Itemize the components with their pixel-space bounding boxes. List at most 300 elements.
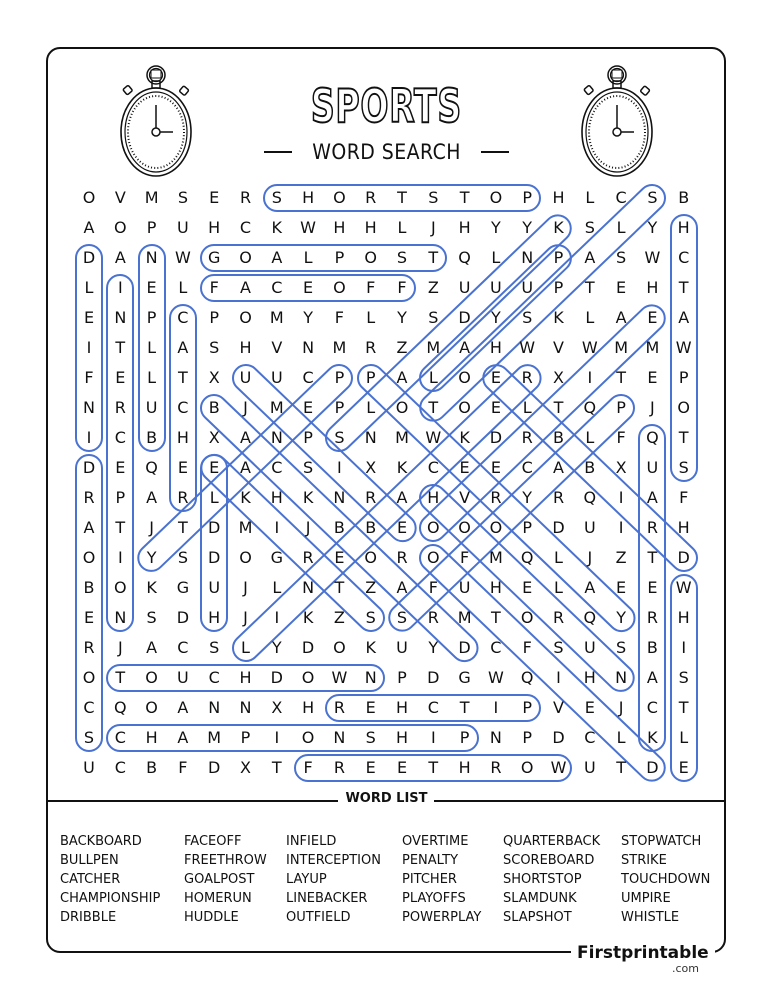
- grid-cell[interactable]: B: [146, 758, 158, 777]
- grid-cell[interactable]: H: [145, 728, 158, 747]
- grid-cell[interactable]: L: [554, 578, 563, 597]
- grid-cell[interactable]: A: [646, 488, 658, 507]
- grid-cell[interactable]: L: [522, 398, 532, 417]
- grid-cell[interactable]: L: [428, 368, 438, 387]
- grid-cell[interactable]: A: [240, 278, 251, 297]
- grid-cell[interactable]: H: [395, 698, 409, 717]
- grid-cell[interactable]: G: [176, 578, 190, 597]
- grid-cell[interactable]: T: [459, 188, 470, 207]
- grid-cell[interactable]: H: [364, 218, 377, 237]
- grid-cell[interactable]: C: [521, 458, 533, 477]
- grid-cell[interactable]: I: [86, 338, 92, 357]
- grid-cell[interactable]: A: [114, 248, 126, 267]
- grid-cell[interactable]: N: [83, 398, 95, 417]
- grid-cell[interactable]: E: [83, 608, 95, 627]
- grid-cell[interactable]: R: [646, 518, 658, 537]
- grid-cell[interactable]: A: [584, 578, 596, 597]
- grid-cell[interactable]: X: [240, 758, 251, 777]
- grid-cell[interactable]: P: [397, 668, 407, 687]
- grid-cell[interactable]: T: [334, 578, 345, 597]
- grid-cell[interactable]: A: [396, 488, 408, 507]
- grid-cell[interactable]: T: [271, 758, 282, 777]
- grid-cell[interactable]: O: [395, 398, 409, 417]
- grid-cell[interactable]: S: [428, 188, 439, 207]
- grid-cell[interactable]: A: [396, 578, 408, 597]
- grid-cell[interactable]: O: [489, 518, 503, 537]
- grid-cell[interactable]: S: [616, 638, 627, 657]
- grid-cell[interactable]: E: [490, 398, 501, 417]
- grid-cell[interactable]: S: [177, 548, 188, 567]
- grid-cell[interactable]: M: [426, 338, 441, 357]
- grid-cell[interactable]: O: [364, 248, 377, 267]
- grid-cell[interactable]: W: [581, 338, 598, 357]
- grid-cell[interactable]: S: [365, 608, 376, 627]
- grid-cell[interactable]: Z: [427, 278, 439, 297]
- grid-cell[interactable]: W: [550, 758, 567, 777]
- grid-cell[interactable]: L: [554, 548, 563, 567]
- grid-cell[interactable]: D: [208, 758, 221, 777]
- grid-cell[interactable]: N: [208, 698, 221, 717]
- grid-cell[interactable]: P: [459, 728, 470, 747]
- grid-cell[interactable]: O: [301, 728, 315, 747]
- grid-cell[interactable]: M: [332, 338, 347, 357]
- grid-cell[interactable]: D: [176, 608, 190, 627]
- grid-cell[interactable]: U: [490, 278, 502, 297]
- grid-cell[interactable]: H: [270, 488, 283, 507]
- grid-cell[interactable]: E: [647, 308, 658, 327]
- grid-cell[interactable]: W: [331, 668, 348, 687]
- grid-cell[interactable]: L: [366, 398, 376, 417]
- grid-cell[interactable]: L: [147, 338, 157, 357]
- grid-cell[interactable]: L: [616, 728, 626, 747]
- grid-cell[interactable]: K: [553, 308, 564, 327]
- grid-cell[interactable]: Q: [646, 428, 659, 447]
- grid-cell[interactable]: T: [678, 428, 689, 447]
- grid-cell[interactable]: N: [302, 338, 315, 357]
- grid-cell[interactable]: S: [647, 188, 658, 207]
- grid-cell[interactable]: M: [614, 338, 628, 357]
- grid-cell[interactable]: Y: [522, 218, 533, 237]
- grid-cell[interactable]: E: [678, 758, 689, 777]
- grid-cell[interactable]: F: [397, 278, 407, 297]
- grid-cell[interactable]: C: [114, 728, 126, 747]
- grid-cell[interactable]: E: [647, 368, 658, 387]
- grid-cell[interactable]: B: [553, 428, 564, 447]
- grid-cell[interactable]: T: [616, 368, 626, 387]
- grid-cell[interactable]: U: [396, 638, 408, 657]
- grid-cell[interactable]: N: [145, 248, 158, 267]
- grid-cell[interactable]: M: [269, 308, 284, 327]
- grid-cell[interactable]: Y: [491, 218, 501, 237]
- grid-cell[interactable]: K: [459, 428, 470, 447]
- grid-cell[interactable]: H: [208, 608, 221, 627]
- grid-cell[interactable]: X: [271, 698, 283, 717]
- grid-cell[interactable]: T: [178, 518, 188, 537]
- grid-cell[interactable]: T: [616, 758, 626, 777]
- grid-cell[interactable]: Q: [114, 698, 127, 717]
- grid-cell[interactable]: G: [270, 548, 283, 567]
- grid-cell[interactable]: A: [83, 518, 95, 537]
- grid-cell[interactable]: U: [458, 278, 471, 297]
- grid-cell[interactable]: G: [207, 248, 221, 267]
- grid-cell[interactable]: M: [645, 338, 660, 357]
- grid-cell[interactable]: C: [584, 728, 596, 747]
- grid-cell[interactable]: Z: [333, 608, 345, 627]
- grid-cell[interactable]: C: [177, 308, 189, 327]
- grid-cell[interactable]: H: [677, 608, 690, 627]
- grid-cell[interactable]: C: [427, 698, 439, 717]
- grid-cell[interactable]: F: [366, 278, 376, 297]
- grid-cell[interactable]: J: [305, 518, 311, 537]
- grid-cell[interactable]: K: [647, 728, 658, 747]
- grid-cell[interactable]: E: [396, 518, 408, 537]
- grid-cell[interactable]: S: [209, 638, 220, 657]
- grid-cell[interactable]: D: [677, 548, 690, 567]
- grid-cell[interactable]: F: [616, 428, 626, 447]
- grid-cell[interactable]: L: [84, 278, 94, 297]
- grid-cell[interactable]: T: [491, 608, 501, 627]
- grid-cell[interactable]: U: [270, 368, 283, 387]
- grid-cell[interactable]: A: [83, 218, 95, 237]
- grid-cell[interactable]: R: [302, 548, 314, 567]
- grid-cell[interactable]: R: [396, 548, 408, 567]
- grid-cell[interactable]: T: [397, 188, 407, 207]
- grid-cell[interactable]: H: [302, 188, 315, 207]
- grid-cell[interactable]: C: [646, 698, 658, 717]
- grid-cell[interactable]: F: [84, 368, 94, 387]
- grid-cell[interactable]: W: [675, 578, 692, 597]
- grid-cell[interactable]: U: [583, 638, 596, 657]
- grid-cell[interactable]: Q: [583, 608, 597, 627]
- grid-cell[interactable]: K: [302, 488, 314, 507]
- grid-cell[interactable]: O: [364, 548, 377, 567]
- grid-cell[interactable]: P: [334, 398, 345, 417]
- grid-cell[interactable]: K: [240, 488, 251, 507]
- grid-cell[interactable]: L: [209, 488, 219, 507]
- grid-cell[interactable]: Z: [365, 578, 377, 597]
- grid-cell[interactable]: O: [114, 218, 127, 237]
- grid-cell[interactable]: L: [397, 218, 407, 237]
- grid-cell[interactable]: U: [583, 758, 596, 777]
- grid-cell[interactable]: L: [585, 188, 595, 207]
- grid-cell[interactable]: W: [425, 428, 442, 447]
- grid-cell[interactable]: U: [458, 578, 471, 597]
- grid-cell[interactable]: L: [272, 578, 282, 597]
- grid-cell[interactable]: F: [334, 308, 344, 327]
- grid-cell[interactable]: W: [300, 218, 316, 237]
- grid-cell[interactable]: H: [239, 668, 252, 687]
- grid-cell[interactable]: M: [457, 608, 472, 627]
- grid-cell[interactable]: J: [618, 698, 624, 717]
- grid-cell[interactable]: S: [522, 308, 533, 327]
- grid-cell[interactable]: O: [677, 398, 690, 417]
- grid-cell[interactable]: K: [365, 638, 376, 657]
- grid-cell[interactable]: E: [522, 578, 533, 597]
- grid-cell[interactable]: K: [146, 578, 157, 597]
- grid-cell[interactable]: D: [208, 548, 221, 567]
- grid-cell[interactable]: P: [522, 188, 533, 207]
- grid-cell[interactable]: I: [117, 548, 123, 567]
- grid-cell[interactable]: V: [553, 698, 564, 717]
- grid-cell[interactable]: S: [271, 188, 282, 207]
- grid-cell[interactable]: C: [678, 248, 690, 267]
- grid-cell[interactable]: E: [83, 308, 95, 327]
- grid-cell[interactable]: F: [522, 638, 532, 657]
- grid-cell[interactable]: O: [489, 188, 503, 207]
- grid-cell[interactable]: E: [616, 578, 627, 597]
- grid-cell[interactable]: D: [82, 248, 96, 267]
- grid-cell[interactable]: O: [333, 638, 346, 657]
- grid-cell[interactable]: F: [209, 278, 219, 297]
- grid-cell[interactable]: R: [490, 488, 502, 507]
- grid-cell[interactable]: L: [303, 248, 313, 267]
- grid-cell[interactable]: Y: [491, 308, 501, 327]
- grid-cell[interactable]: I: [618, 488, 624, 507]
- grid-cell[interactable]: B: [83, 578, 95, 597]
- grid-cell[interactable]: Q: [583, 398, 597, 417]
- grid-cell[interactable]: E: [115, 368, 126, 387]
- grid-cell[interactable]: X: [365, 458, 377, 477]
- grid-cell[interactable]: L: [679, 728, 689, 747]
- grid-cell[interactable]: T: [553, 398, 564, 417]
- grid-cell[interactable]: I: [274, 518, 280, 537]
- grid-cell[interactable]: K: [302, 608, 314, 627]
- grid-cell[interactable]: Q: [583, 488, 597, 507]
- grid-cell[interactable]: T: [428, 758, 439, 777]
- grid-cell[interactable]: S: [553, 638, 564, 657]
- grid-cell[interactable]: P: [553, 248, 564, 267]
- grid-cell[interactable]: T: [115, 668, 126, 687]
- grid-cell[interactable]: X: [553, 368, 564, 387]
- grid-cell[interactable]: C: [114, 758, 126, 777]
- grid-cell[interactable]: D: [82, 458, 96, 477]
- grid-cell[interactable]: R: [365, 338, 377, 357]
- grid-cell[interactable]: B: [584, 458, 596, 477]
- grid-cell[interactable]: L: [491, 248, 501, 267]
- grid-cell[interactable]: I: [618, 518, 624, 537]
- grid-cell[interactable]: C: [177, 398, 189, 417]
- grid-cell[interactable]: L: [147, 368, 157, 387]
- grid-cell[interactable]: O: [145, 698, 158, 717]
- grid-cell[interactable]: J: [243, 608, 248, 627]
- grid-cell[interactable]: P: [553, 278, 564, 297]
- grid-cell[interactable]: A: [646, 668, 658, 687]
- grid-cell[interactable]: Z: [615, 548, 627, 567]
- grid-cell[interactable]: T: [115, 338, 126, 357]
- grid-cell[interactable]: Q: [520, 548, 534, 567]
- grid-cell[interactable]: V: [114, 188, 126, 207]
- grid-cell[interactable]: E: [209, 188, 220, 207]
- grid-cell[interactable]: M: [144, 188, 159, 207]
- grid-cell[interactable]: A: [177, 698, 189, 717]
- grid-cell[interactable]: H: [646, 278, 659, 297]
- grid-cell[interactable]: M: [395, 428, 409, 447]
- grid-cell[interactable]: O: [520, 758, 534, 777]
- grid-cell[interactable]: U: [583, 518, 596, 537]
- grid-cell[interactable]: O: [239, 248, 252, 267]
- grid-cell[interactable]: V: [459, 488, 471, 507]
- grid-cell[interactable]: I: [493, 698, 499, 717]
- grid-cell[interactable]: M: [207, 728, 222, 747]
- grid-cell[interactable]: X: [208, 428, 220, 447]
- grid-cell[interactable]: L: [241, 638, 250, 657]
- grid-cell[interactable]: T: [678, 278, 689, 297]
- grid-cell[interactable]: S: [396, 248, 408, 267]
- grid-cell[interactable]: J: [587, 548, 593, 567]
- grid-cell[interactable]: H: [677, 218, 690, 237]
- grid-cell[interactable]: I: [337, 458, 342, 477]
- grid-cell[interactable]: C: [302, 368, 314, 387]
- grid-cell[interactable]: G: [458, 668, 471, 687]
- grid-cell[interactable]: R: [177, 488, 189, 507]
- grid-cell[interactable]: E: [334, 548, 345, 567]
- grid-cell[interactable]: R: [365, 488, 377, 507]
- grid-cell[interactable]: J: [650, 398, 655, 417]
- grid-cell[interactable]: D: [458, 638, 471, 657]
- grid-cell[interactable]: H: [583, 668, 596, 687]
- grid-cell[interactable]: N: [333, 488, 346, 507]
- grid-cell[interactable]: L: [585, 428, 595, 447]
- grid-cell[interactable]: R: [83, 638, 95, 657]
- grid-cell[interactable]: E: [177, 458, 188, 477]
- grid-cell[interactable]: N: [114, 608, 127, 627]
- grid-cell[interactable]: E: [209, 458, 220, 477]
- grid-cell[interactable]: S: [396, 608, 408, 627]
- grid-cell[interactable]: A: [678, 308, 690, 327]
- grid-cell[interactable]: T: [428, 248, 439, 267]
- grid-cell[interactable]: R: [333, 698, 345, 717]
- grid-cell[interactable]: N: [489, 728, 502, 747]
- grid-cell[interactable]: S: [83, 728, 95, 747]
- grid-cell[interactable]: O: [333, 278, 346, 297]
- grid-cell[interactable]: W: [487, 668, 504, 687]
- grid-cell[interactable]: W: [519, 338, 536, 357]
- grid-cell[interactable]: S: [616, 248, 627, 267]
- grid-cell[interactable]: U: [208, 578, 221, 597]
- grid-cell[interactable]: R: [552, 608, 565, 627]
- grid-cell[interactable]: B: [646, 638, 658, 657]
- grid-cell[interactable]: E: [115, 458, 126, 477]
- grid-cell[interactable]: E: [146, 278, 157, 297]
- grid-cell[interactable]: L: [616, 218, 626, 237]
- grid-cell[interactable]: T: [178, 368, 188, 387]
- grid-cell[interactable]: R: [333, 758, 345, 777]
- grid-cell[interactable]: X: [615, 458, 627, 477]
- grid-cell[interactable]: B: [333, 518, 345, 537]
- grid-cell[interactable]: Y: [428, 638, 439, 657]
- grid-cell[interactable]: S: [365, 728, 376, 747]
- grid-cell[interactable]: O: [458, 398, 471, 417]
- grid-cell[interactable]: I: [274, 728, 280, 747]
- grid-cell[interactable]: I: [274, 608, 280, 627]
- grid-cell[interactable]: F: [679, 488, 689, 507]
- grid-cell[interactable]: N: [239, 698, 252, 717]
- grid-cell[interactable]: U: [177, 668, 189, 687]
- grid-cell[interactable]: H: [677, 518, 690, 537]
- grid-cell[interactable]: H: [458, 218, 471, 237]
- grid-cell[interactable]: L: [585, 308, 595, 327]
- grid-cell[interactable]: H: [302, 698, 315, 717]
- grid-cell[interactable]: W: [174, 248, 191, 267]
- grid-cell[interactable]: L: [178, 278, 188, 297]
- grid-cell[interactable]: H: [208, 218, 221, 237]
- grid-cell[interactable]: B: [678, 188, 690, 207]
- grid-cell[interactable]: H: [333, 218, 346, 237]
- grid-cell[interactable]: R: [365, 188, 377, 207]
- grid-cell[interactable]: H: [458, 758, 471, 777]
- grid-cell[interactable]: A: [615, 308, 627, 327]
- grid-cell[interactable]: T: [584, 278, 595, 297]
- grid-cell[interactable]: R: [490, 758, 502, 777]
- grid-cell[interactable]: R: [552, 488, 565, 507]
- grid-cell[interactable]: F: [303, 758, 313, 777]
- grid-cell[interactable]: E: [365, 758, 376, 777]
- grid-cell[interactable]: H: [395, 728, 409, 747]
- grid-cell[interactable]: Y: [616, 608, 626, 627]
- grid-cell[interactable]: P: [146, 308, 157, 327]
- grid-cell[interactable]: P: [334, 368, 345, 387]
- grid-cell[interactable]: C: [615, 188, 627, 207]
- grid-cell[interactable]: P: [146, 218, 157, 237]
- grid-cell[interactable]: Q: [458, 248, 471, 267]
- grid-cell[interactable]: J: [149, 518, 154, 537]
- grid-cell[interactable]: Q: [145, 458, 158, 477]
- grid-cell[interactable]: O: [145, 668, 158, 687]
- grid-cell[interactable]: E: [584, 698, 595, 717]
- grid-cell[interactable]: Y: [303, 308, 313, 327]
- grid-cell[interactable]: B: [208, 398, 220, 417]
- grid-cell[interactable]: N: [364, 428, 377, 447]
- grid-cell[interactable]: E: [490, 368, 501, 387]
- grid-cell[interactable]: Y: [146, 548, 157, 567]
- grid-cell[interactable]: O: [239, 308, 252, 327]
- grid-cell[interactable]: F: [178, 758, 188, 777]
- grid-cell[interactable]: O: [82, 668, 96, 687]
- grid-cell[interactable]: S: [428, 308, 439, 327]
- grid-cell[interactable]: C: [208, 668, 220, 687]
- grid-cell[interactable]: P: [522, 728, 533, 747]
- grid-cell[interactable]: T: [459, 698, 470, 717]
- grid-cell[interactable]: C: [114, 428, 126, 447]
- grid-cell[interactable]: E: [459, 458, 470, 477]
- grid-cell[interactable]: U: [83, 758, 95, 777]
- grid-cell[interactable]: A: [146, 638, 158, 657]
- grid-cell[interactable]: D: [552, 518, 565, 537]
- grid-cell[interactable]: N: [302, 578, 315, 597]
- grid-cell[interactable]: F: [459, 548, 470, 567]
- grid-cell[interactable]: S: [146, 608, 157, 627]
- grid-cell[interactable]: P: [365, 368, 376, 387]
- grid-cell[interactable]: S: [209, 338, 220, 357]
- grid-cell[interactable]: O: [333, 188, 346, 207]
- grid-cell[interactable]: E: [365, 698, 376, 717]
- grid-cell[interactable]: I: [556, 668, 561, 687]
- grid-cell[interactable]: U: [145, 398, 158, 417]
- grid-cell[interactable]: T: [115, 518, 126, 537]
- grid-cell[interactable]: N: [333, 728, 346, 747]
- grid-cell[interactable]: E: [616, 278, 627, 297]
- grid-cell[interactable]: D: [552, 728, 565, 747]
- grid-cell[interactable]: U: [646, 458, 659, 477]
- grid-cell[interactable]: R: [427, 608, 439, 627]
- grid-cell[interactable]: M: [488, 548, 503, 567]
- grid-cell[interactable]: R: [521, 428, 533, 447]
- grid-cell[interactable]: A: [271, 248, 283, 267]
- grid-cell[interactable]: O: [458, 518, 471, 537]
- grid-cell[interactable]: A: [553, 458, 564, 477]
- grid-cell[interactable]: E: [303, 398, 314, 417]
- grid-cell[interactable]: N: [615, 668, 628, 687]
